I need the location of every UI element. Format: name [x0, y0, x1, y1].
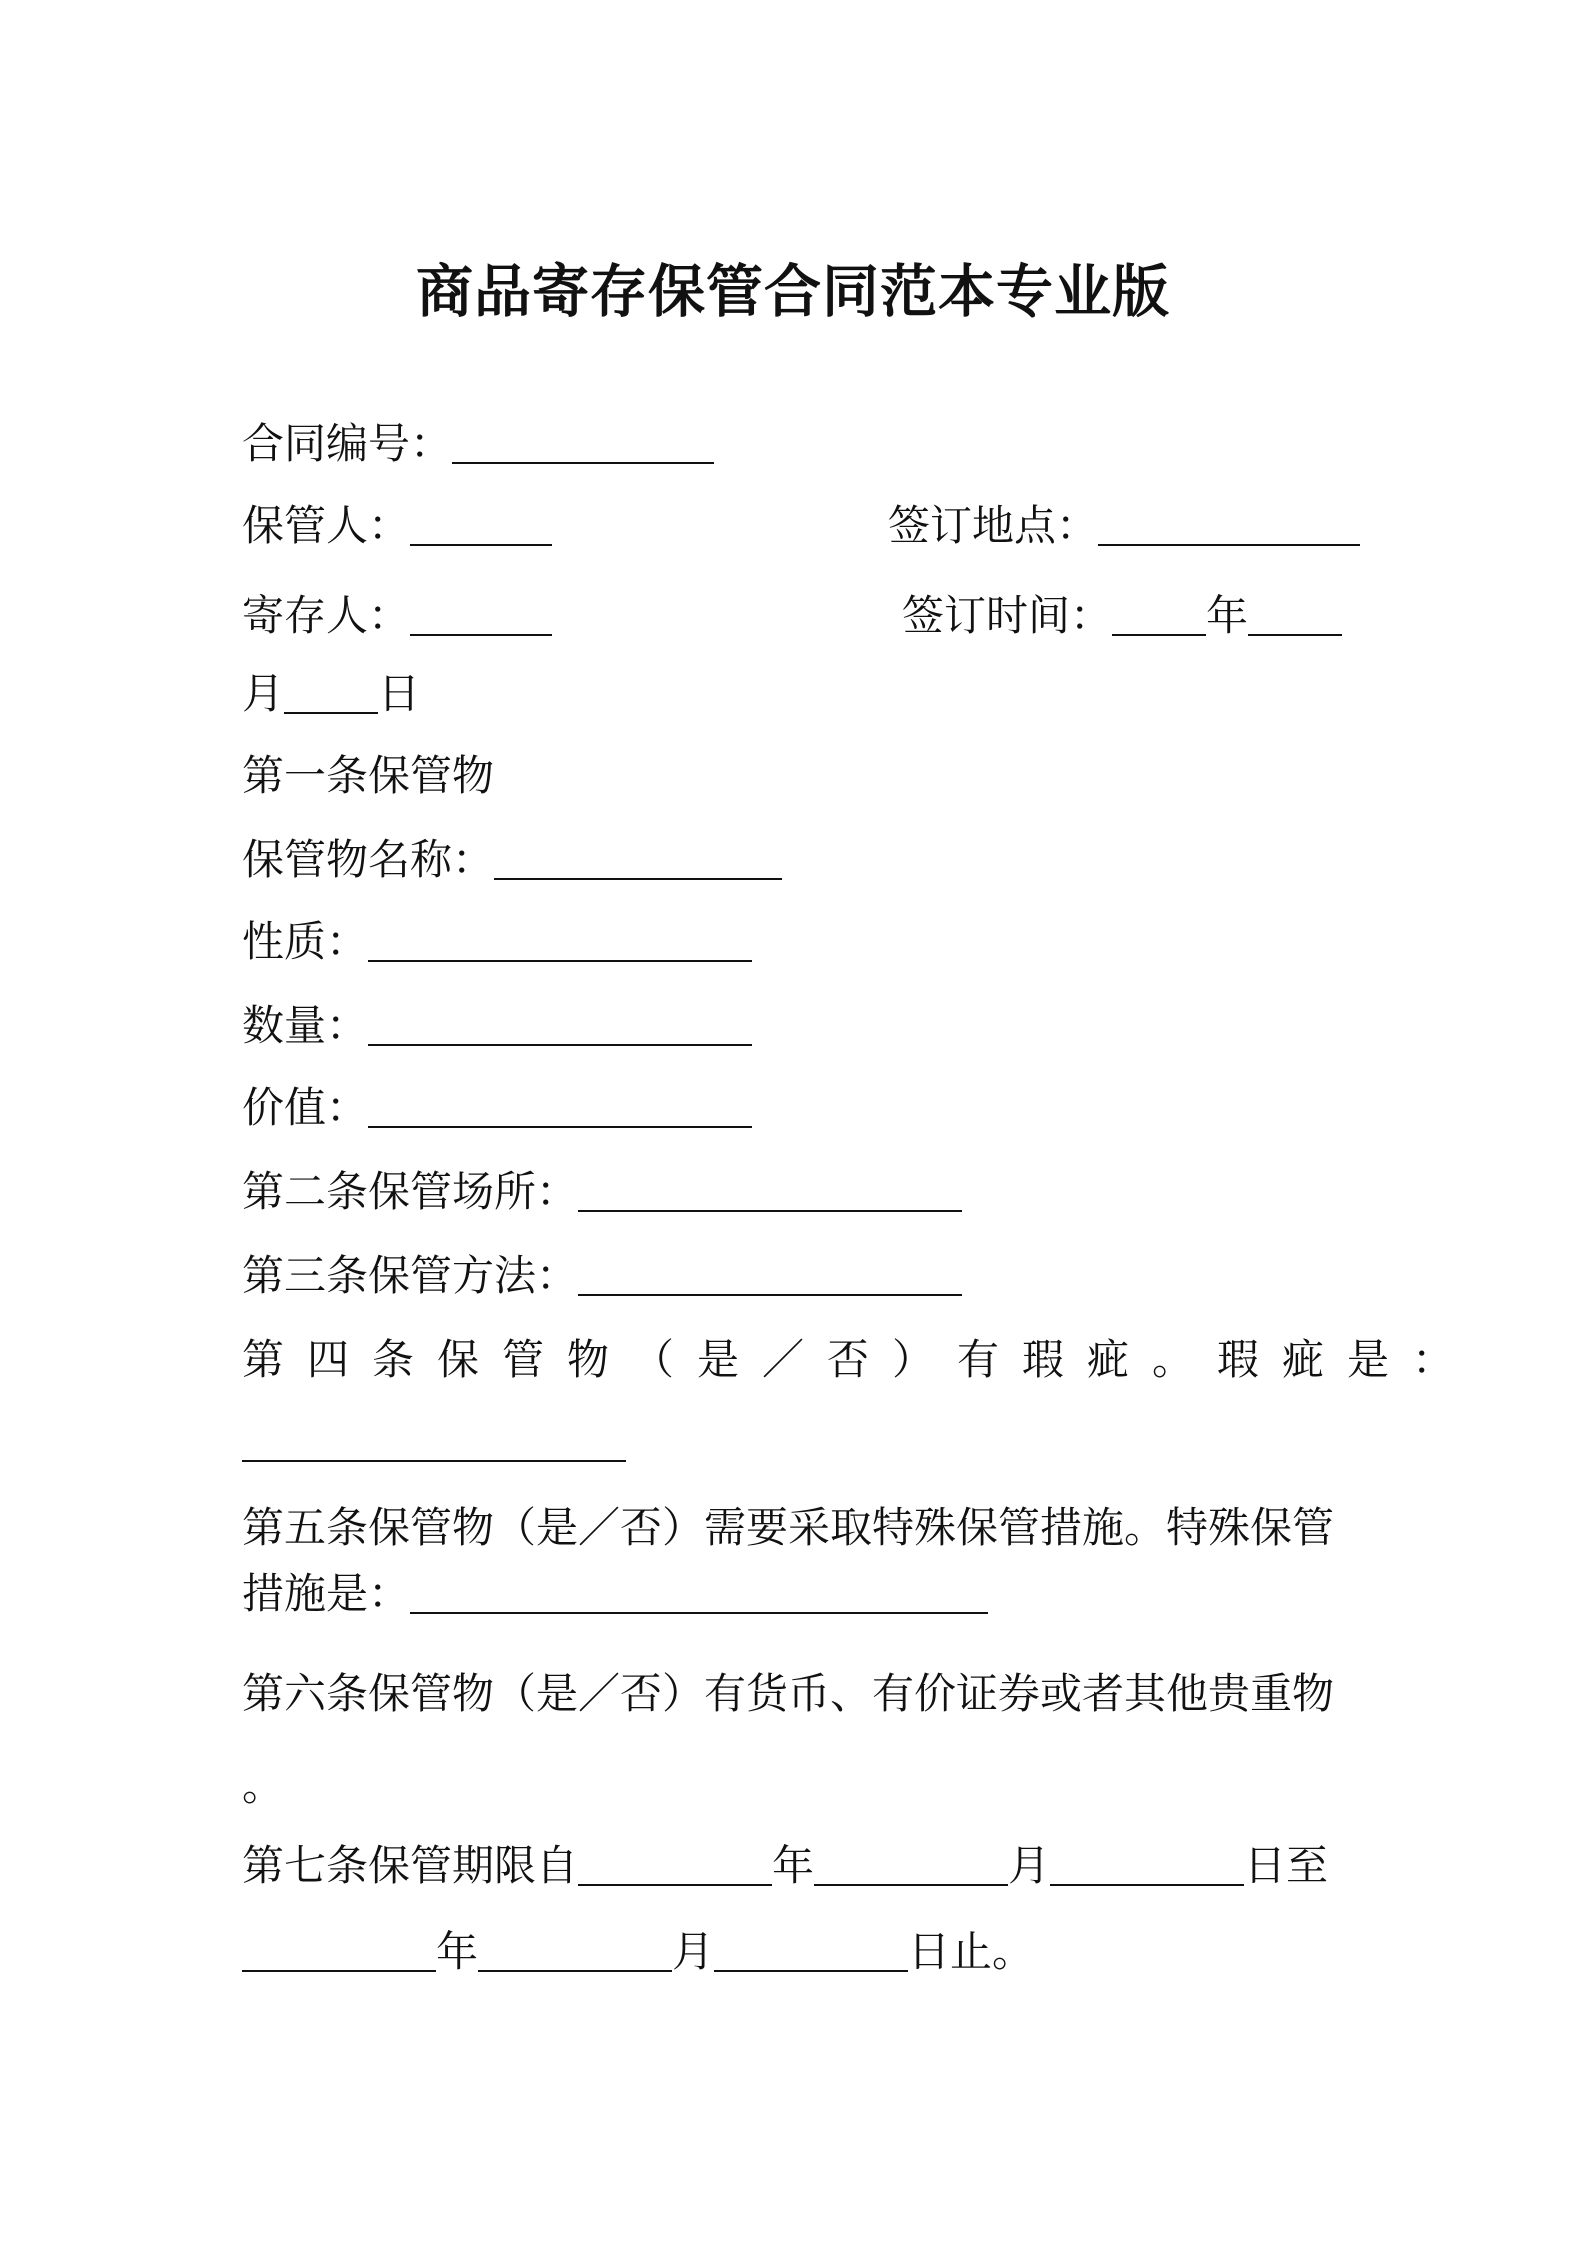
article-2-row: [242, 1162, 962, 1222]
nature-label: 性质：: [242, 917, 369, 966]
contract-number-row: [242, 414, 714, 474]
value-blank[interactable]: [368, 1082, 752, 1128]
nature-blank[interactable]: [368, 916, 752, 962]
custodian-label: 保管人：: [242, 501, 411, 550]
special-measures-blank[interactable]: [410, 1568, 988, 1614]
sign-month-blank[interactable]: [1248, 590, 1342, 636]
year-char: 年: [1206, 591, 1249, 640]
article-6-line-1: 第六条保管物（是／否）有货币、有价证券或者其他贵重物: [242, 1669, 1335, 1718]
article-5-line-1: 第五条保管物（是／否）需要采取特殊保管措施。特殊保管: [242, 1503, 1335, 1552]
day-char: 日: [378, 669, 421, 718]
article-1-heading: 第一条保管物: [242, 751, 495, 800]
article-3-row: [242, 1246, 962, 1306]
item-name-blank[interactable]: [494, 834, 782, 880]
sign-time-row-cont: [242, 664, 420, 724]
article-2-label: 第二条保管场所：: [242, 1167, 579, 1216]
article-4-text: 第四条保管物（是／否）有瑕疵。瑕疵是：: [242, 1335, 1478, 1384]
article-4-blank-row: [242, 1412, 626, 1472]
start-year-blank[interactable]: [578, 1840, 772, 1886]
contract-number-label: 合同编号：: [242, 419, 453, 468]
sign-time-label: 签订时间：: [902, 591, 1113, 640]
value-row: [242, 1078, 752, 1138]
article-6-line-2: 。: [242, 1761, 285, 1810]
sign-place-label: 签订地点：: [888, 501, 1099, 550]
document-title: 商品寄存保管合同范本专业版: [416, 259, 1170, 325]
contract-number-blank[interactable]: [452, 418, 714, 464]
storage-method-blank[interactable]: [578, 1250, 962, 1296]
quantity-row: [242, 996, 752, 1056]
quantity-label: 数量：: [242, 1001, 369, 1050]
custodian-blank[interactable]: [410, 500, 552, 546]
article-5-line-2: [242, 1564, 988, 1624]
article-7-end: 日止。: [908, 1927, 1035, 1976]
defect-blank[interactable]: [242, 1416, 626, 1462]
quantity-blank[interactable]: [368, 1000, 752, 1046]
depositor-blank[interactable]: [410, 590, 552, 636]
item-name-row: [242, 830, 782, 890]
month-char: 月: [242, 669, 285, 718]
start-day-blank[interactable]: [1050, 1840, 1244, 1886]
sign-place-blank[interactable]: [1098, 500, 1360, 546]
sign-time-row: [902, 586, 1342, 646]
sign-day-blank[interactable]: [284, 668, 378, 714]
start-month-char: 月: [1008, 1841, 1051, 1890]
end-year-blank[interactable]: [242, 1926, 436, 1972]
end-day-blank[interactable]: [714, 1926, 908, 1972]
value-label: 价值：: [242, 1083, 369, 1132]
custodian-row: [242, 496, 552, 556]
depositor-row: [242, 586, 552, 646]
depositor-label: 寄存人：: [242, 591, 411, 640]
start-year-char: 年: [772, 1841, 815, 1890]
end-month-char: 月: [672, 1927, 715, 1976]
article-7-line-1: [242, 1836, 1328, 1896]
article-7-prefix: 第七条保管期限自: [242, 1841, 579, 1890]
storage-place-blank[interactable]: [578, 1166, 962, 1212]
article-5-label: 措施是：: [242, 1569, 411, 1618]
sign-place-row: [888, 496, 1360, 556]
article-7-until: 日至: [1244, 1841, 1329, 1890]
item-name-label: 保管物名称：: [242, 835, 495, 884]
nature-row: [242, 912, 752, 972]
article-7-line-2: [242, 1922, 1034, 1982]
start-month-blank[interactable]: [814, 1840, 1008, 1886]
end-year-char: 年: [436, 1927, 479, 1976]
sign-year-blank[interactable]: [1112, 590, 1206, 636]
end-month-blank[interactable]: [478, 1926, 672, 1972]
article-3-label: 第三条保管方法：: [242, 1251, 579, 1300]
